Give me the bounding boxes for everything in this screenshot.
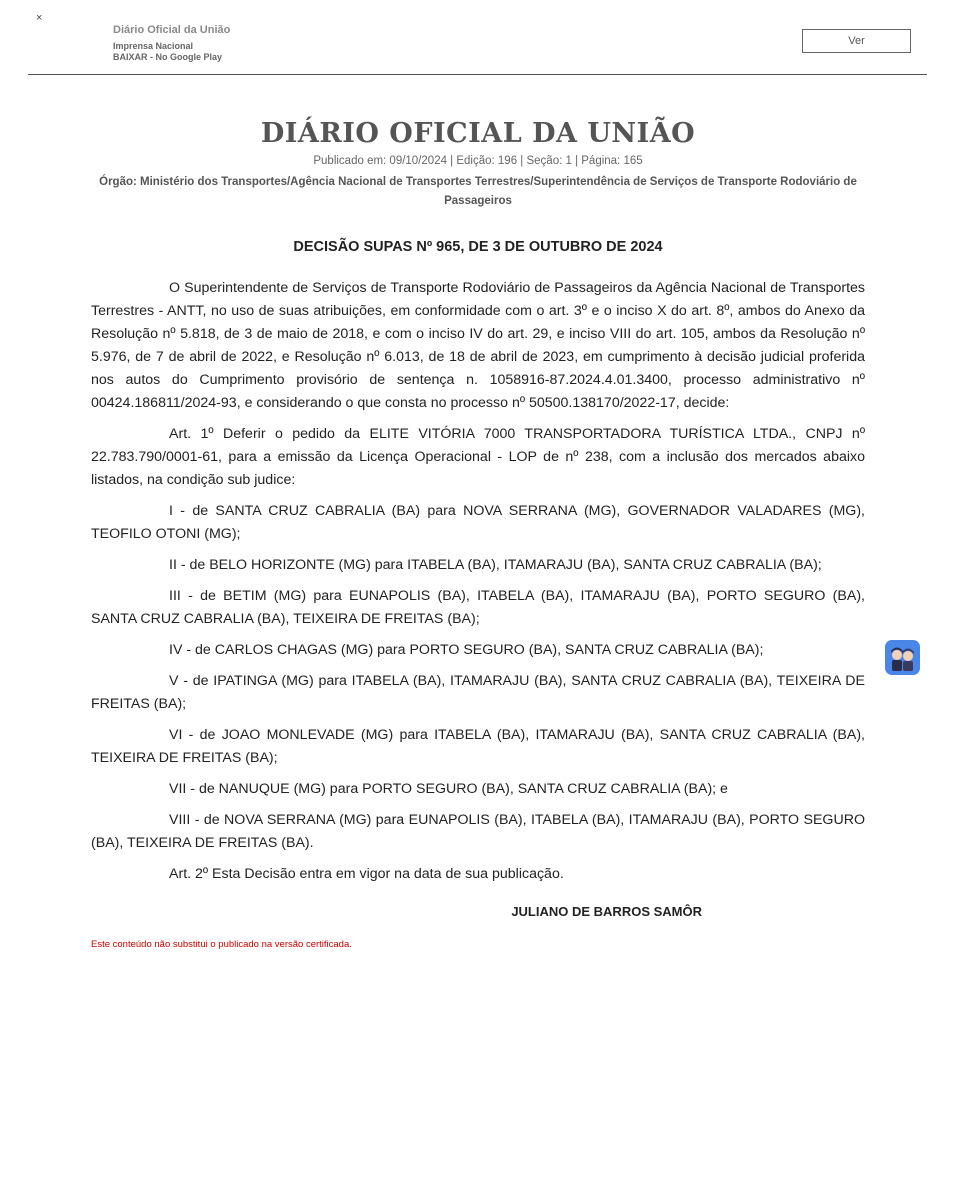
banner-app-title: Diário Oficial da União (113, 24, 231, 36)
decision-title: DECISÃO SUPAS Nº 965, DE 3 DE OUTUBRO DE 2024 (293, 239, 663, 255)
paragraph-art-2: Art. 2º Esta Decisão entra em vigor na data de sua publicação. (169, 866, 564, 882)
paragraph-art-1: Art. 1º Deferir o pedido da ELITE VITÓRIA 7000 TRANSPORTADORA TURÍSTICA LTDA., CNPJ nº 22.783.790/0001-61, para a emissão da Licença Operacional - LOP de nº 238, com a inclusão dos mercados abaixo listados, na condição sub judice: (91, 426, 865, 488)
app-install-banner (0, 0, 960, 75)
paragraph-item-vi: VI - de JOAO MONLEVADE (MG) para ITABELA (BA), ITAMARAJU (BA), SANTA CRUZ CABRALIA (BA), TEIXEIRA DE FREITAS (BA); (91, 727, 865, 766)
orgao-line: Órgão: Ministério dos Transportes/Agência Nacional de Transportes Terrestres/Superintendência de Serviços de Transporte Rodoviário de Passageiros (99, 176, 857, 207)
banner-store-text: BAIXAR - No Google Play (113, 51, 223, 62)
banner-divider (28, 74, 927, 75)
paragraph-item-viii: VIII - de NOVA SERRANA (MG) para EUNAPOLIS (BA), ITABELA (BA), ITAMARAJU (BA), PORTO SEGURO (BA), TEIXEIRA DE FREITAS (BA). (91, 812, 865, 851)
banner-publisher: Imprensa Nacional (113, 41, 194, 52)
signature: JULIANO DE BARROS SAMÔR (511, 904, 702, 919)
document-body (91, 277, 865, 886)
paragraph-item-iii: III - de BETIM (MG) para EUNAPOLIS (BA), ITABELA (BA), ITAMARAJU (BA), PORTO SEGURO (BA), SANTA CRUZ CABRALIA (BA), TEIXEIRA DE FREITAS (BA); (91, 588, 865, 627)
document (91, 118, 865, 950)
paragraph-preamble: O Superintendente de Serviços de Transporte Rodoviário de Passageiros da Agência Nacional de Transportes Terrestres - ANTT, no uso de suas atribuições, em conformidade com o art. 3º e o inciso X do art. 8º, ambos do Anexo da Resolução nº 5.818, de 3 de maio de 2018, e com o inciso IV do art. 29, e inciso VIII do art. 105, ambos da Resolução nº 5.976, de 7 de abril de 2022, e Resolução nº 6.013, de 18 de abril de 2023, em cumprimento à decisão judicial proferida nos autos do Cumprimento provisório de sentença n. 1058916-87.2024.4.01.3400, processo administrativo nº 00424.186811/2024-93, e considerando o que consta no processo nº 50500.138170/2022-17, decide: (91, 280, 865, 411)
publication-info: Publicado em: 09/10/2024 | Edição: 196 | Seção: 1 | Página: 165 (313, 155, 643, 167)
close-icon[interactable]: × (36, 12, 43, 24)
paragraph-item-v: V - de IPATINGA (MG) para ITABELA (BA), ITAMARAJU (BA), SANTA CRUZ CABRALIA (BA), TEIXEIRA DE FREITAS (BA); (91, 673, 865, 712)
paragraph-item-ii: II - de BELO HORIZONTE (MG) para ITABELA (BA), ITAMARAJU (BA), SANTA CRUZ CABRALIA (BA); (169, 557, 822, 573)
banner-text (113, 24, 230, 63)
paragraph-item-i: I - de SANTA CRUZ CABRALIA (BA) para NOVA SERRANA (MG), GOVERNADOR VALADARES (MG), TEOFILO OTONI (MG); (91, 503, 865, 542)
paragraph-item-vii: VII - de NANUQUE (MG) para PORTO SEGURO (BA), SANTA CRUZ CABRALIA (BA); e (169, 781, 728, 797)
disclaimer: Este conteúdo não substitui o publicado na versão certificada. (91, 939, 352, 950)
view-app-button[interactable]: Ver (802, 29, 911, 53)
paragraph-item-iv: IV - de CARLOS CHAGAS (MG) para PORTO SEGURO (BA), SANTA CRUZ CABRALIA (BA); (169, 642, 764, 658)
page-title: DIÁRIO OFICIAL DA UNIÃO (260, 118, 696, 149)
assistant-avatar-icon[interactable] (885, 640, 920, 675)
